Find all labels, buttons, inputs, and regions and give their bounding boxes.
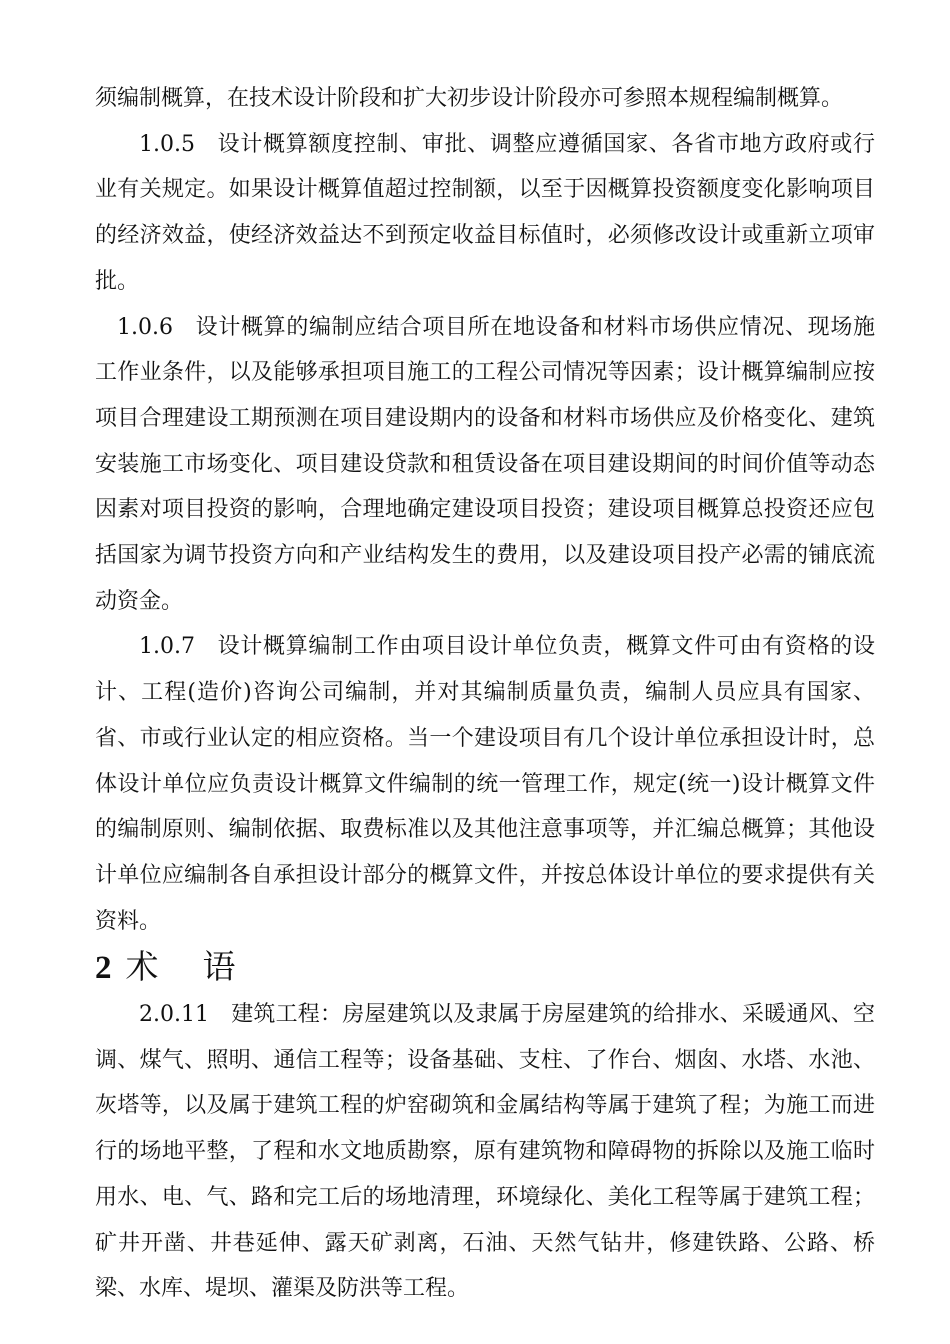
paragraph-continuation bbox=[95, 76, 875, 122]
clause-number: 2.0.11 bbox=[139, 1002, 209, 1028]
paragraph-text: 须编制概算，在技术设计阶段和扩大初步设计阶段亦可参照本规程编制概算。 bbox=[95, 86, 844, 111]
clause-number: 1.0.6 bbox=[117, 314, 173, 340]
paragraph-text: 设计概算额度控制、审批、调整应遵循国家、各省市地方政府或行业有关规定。如果设计概算值超过控制额，以至于因概算投资额度变化影响项目的经济效益，使经济效益达不到预定收益目标值时，必须修改设计或重新立项审批。 bbox=[95, 131, 875, 294]
clause-number: 1.0.5 bbox=[139, 131, 195, 157]
clause-2-0-11 bbox=[95, 992, 875, 1312]
clause-1-0-6 bbox=[95, 305, 875, 625]
section-heading bbox=[95, 944, 875, 992]
paragraph-text: 建筑工程：房屋建筑以及隶属于房屋建筑的给排水、采暖通风、空调、煤气、照明、通信工程等；设备基础、支柱、了作台、烟囱、水塔、水池、灰塔等，以及属于建筑工程的炉窑砌筑和金属结构等属于建筑了程；为施工而进行的场地平整，了程和水文地质勘察，原有建筑物和障碍物的拆除以及施工临时用水、电、气、路和完工后的场地清理，环境绿化、美化工程等属于建筑工程；矿井开凿、井巷延伸、露天矿剥离，石油、天然气钻井，修建铁路、公路、桥梁、水库、堤坝、灌渠及防洪等工程。 bbox=[95, 1002, 875, 1302]
section-number: 2 bbox=[95, 950, 112, 987]
section-title: 术语 bbox=[125, 947, 280, 987]
clause-1-0-5 bbox=[95, 122, 875, 305]
paragraph-text: 设计概算的编制应结合项目所在地设备和材料市场供应情况、现场施工作业条件，以及能够承担项目施工的工程公司情况等因素；设计概算编制应按项目合理建设工期预测在项目建设期内的设备和材料市场供应及价格变化、建筑安装施工市场变化、项目建设贷款和租赁设备在项目建设期间的时间价值等动态因素对项目投资的影响，合理地确定建设项目投资；建设项目概算总投资还应包括国家为调节投资方向和产业结构发生的费用，以及建设项目投产必需的铺底流动资金。 bbox=[95, 314, 875, 614]
paragraph-text: 设计概算编制工作由项目设计单位负责，概算文件可由有资格的设计、工程(造价)咨询公司编制，并对其编制质量负责，编制人员应具有国家、省、市或行业认定的相应资格。当一个建设项目有几个设计单位承担设计时，总体设计单位应负责设计概算文件编制的统一管理工作，规定(统一)设计概算文件的编制原则、编制依据、取费标准以及其他注意事项等，并汇编总概算；其他设计单位应编制各自承担设计部分的概算文件，并按总体设计单位的要求提供有关资料。 bbox=[95, 634, 875, 934]
clause-1-0-7 bbox=[95, 624, 875, 944]
document-page bbox=[95, 76, 875, 1312]
clause-number: 1.0.7 bbox=[139, 634, 195, 660]
